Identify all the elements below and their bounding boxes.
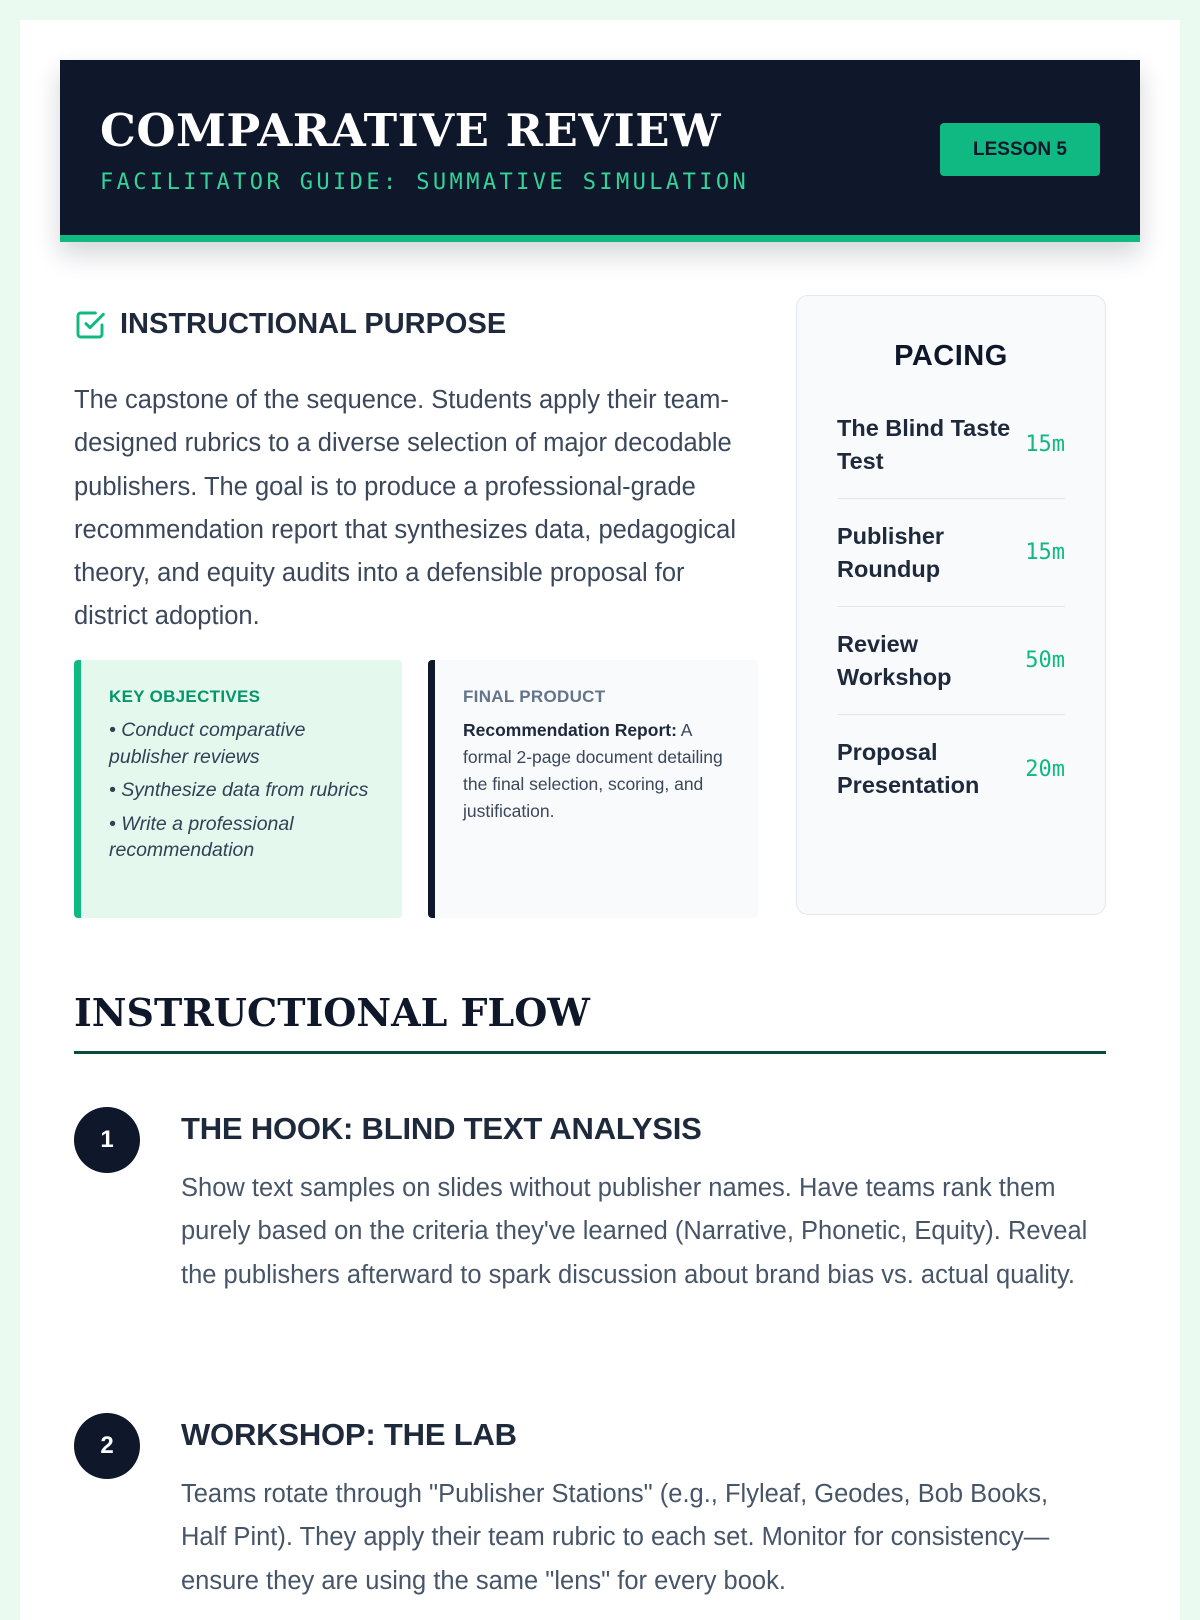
step-number-badge: 1 [74, 1107, 140, 1173]
pacing-item-time: 15m [1025, 432, 1065, 457]
key-objectives-label: KEY OBJECTIVES [109, 687, 261, 706]
objective-item: • Conduct comparative publisher reviews [109, 719, 306, 768]
objective-item: • Write a professional recommendation [109, 812, 294, 861]
final-product-description: A formal 2-page document detailing the final selection, scoring, and justification. [463, 720, 723, 821]
step-title: THE HOOK: BLIND TEXT ANALYSIS [181, 1111, 702, 1146]
check-square-icon [74, 309, 106, 341]
purpose-description: The capstone of the sequence. Students apply their team-designed rubrics to a diverse selection of major decodable publishers. The goal is to produce a professional-grade recommendation report that synthesizes data, pedagogical theory, and equity audits into a defensible proposal for district adoption. [74, 386, 736, 631]
pacing-item-time: 20m [1025, 756, 1065, 782]
step-description: Show text samples on slides without publisher names. Have teams rank them purely based on the criteria they've learned (Narrative, Phonetic, Equity). Reveal the publishers afterward to spark discussion about brand bias vs. actual quality. [181, 1174, 1088, 1289]
pacing-item-name: Proposal Presentation [837, 739, 980, 798]
pacing-item-name: Review Workshop [837, 630, 952, 690]
pacing-list [837, 391, 1065, 823]
lesson-page [20, 20, 1180, 1620]
pacing-title: PACING [894, 340, 1008, 372]
flow-heading: INSTRUCTIONAL FLOW [74, 990, 590, 1035]
step-title: WORKSHOP: THE LAB [181, 1417, 517, 1452]
pacing-item-time: 50m [1025, 648, 1065, 673]
lesson-badge: LESSON 5 [940, 123, 1100, 176]
pacing-item [837, 499, 1065, 607]
final-product-text [463, 717, 732, 825]
pacing-item-name: The Blind Taste Test [837, 414, 1011, 474]
pacing-item [837, 715, 1065, 823]
final-product-card [428, 660, 758, 918]
purpose-heading [74, 308, 506, 341]
flow-divider [74, 1051, 1106, 1054]
objective-item: • Synthesize data from rubrics [109, 779, 369, 801]
pacing-item [837, 391, 1065, 499]
pacing-item-name: Publisher Roundup [837, 522, 945, 582]
lesson-header [60, 60, 1140, 242]
final-product-name: Recommendation Report: [463, 720, 677, 740]
key-objectives-card [74, 660, 402, 918]
pacing-item-time: 15m [1025, 540, 1065, 565]
purpose-heading-text: INSTRUCTIONAL PURPOSE [120, 308, 507, 340]
page-subtitle: FACILITATOR GUIDE: SUMMATIVE SIMULATION [100, 170, 750, 195]
pacing-panel [796, 295, 1106, 915]
page-title: COMPARATIVE REVIEW [100, 104, 722, 157]
step-description: Teams rotate through "Publisher Stations" (e.g., Flyleaf, Geodes, Bob Books, Half Pint). They apply their team rubric to each set. Monitor for consistency—ensure they are using the same "lens" for every book. [181, 1480, 1050, 1595]
pacing-item [837, 607, 1065, 715]
final-product-label: FINAL PRODUCT [463, 687, 606, 706]
step-number-badge: 2 [74, 1413, 140, 1479]
